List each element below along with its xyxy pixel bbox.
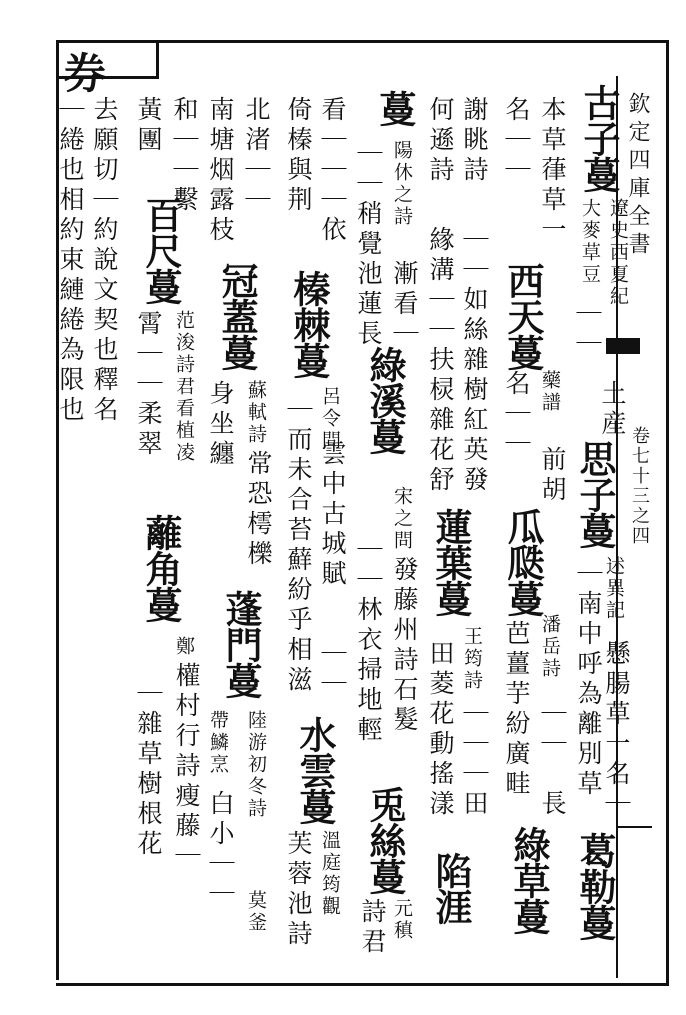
header-cell	[60, 46, 110, 96]
text-column: 呂令問	[319, 386, 341, 452]
entry-heading: 陷涯	[429, 852, 473, 924]
text-column: 陸游初冬詩	[245, 710, 267, 820]
text-column: 蘇軾詩	[245, 380, 267, 446]
text-column: 芭薑芋紛廣畦	[502, 620, 531, 800]
entry-heading: 綠草蔓	[507, 826, 551, 934]
text-column: 名｜｜	[502, 96, 531, 186]
entry-heading: 蓬門蔓	[219, 590, 263, 698]
text-column: 溫庭筠觀	[319, 830, 341, 918]
text-column: 看｜｜｜依	[318, 96, 347, 246]
entry-heading: 水雲蔓	[293, 716, 337, 824]
entry-heading: 瓜瓞蔓	[501, 508, 545, 616]
text-column: ｜｜稍覺池蓮長	[354, 140, 383, 350]
text-column: 北渚｜｜	[242, 96, 271, 216]
text-column: 霄｜｜柔翠	[134, 310, 163, 460]
entry-heading: 葛勒蔓	[573, 832, 617, 940]
text-column: 權村行詩瘦藤｜	[172, 662, 201, 872]
text-column: 名｜｜	[502, 370, 531, 460]
text-column: ｜｜	[573, 300, 602, 360]
entry-heading: 百尺蔓	[139, 196, 183, 304]
entry-heading: 古子蔓	[577, 84, 621, 192]
header-character: 券	[63, 49, 106, 98]
text-column: 土産	[598, 380, 627, 440]
text-column: 詩君	[358, 898, 387, 958]
text-column: 長	[538, 790, 567, 820]
text-column: 常恐樗櫟	[244, 450, 273, 570]
text-column: 雲中古城賦	[318, 440, 347, 590]
text-column: ｜｜｜田	[460, 700, 489, 820]
entry-heading: 冠蓋蔓	[215, 262, 259, 370]
text-column: 莫釜	[245, 890, 267, 934]
entry-heading: 綠溪蔓	[363, 346, 407, 454]
text-column: ｜｜	[318, 640, 347, 700]
text-column: 王筠詩	[461, 626, 483, 692]
text-column: 倚榛與荆	[284, 96, 313, 216]
text-column: ｜｜	[538, 700, 567, 760]
entry-heading: 思子蔓	[573, 440, 617, 548]
fishtail-mark	[606, 338, 640, 354]
margin-rule	[616, 826, 652, 828]
text-column: 范浚詩君看植凌	[173, 310, 195, 464]
text-column: 藥譜	[539, 370, 561, 414]
margin-book-title: 欽定四庫全書	[625, 92, 650, 260]
text-column: 陽休之詩	[391, 140, 413, 228]
text-column: 芙蓉池詩	[284, 830, 313, 950]
text-column: ｜而未合苔蘚紛乎相滋	[284, 396, 313, 696]
text-column: 前胡	[538, 446, 567, 506]
entry-heading: 蓮葉蔓	[429, 508, 473, 616]
text-column: 遼史西夏紀	[607, 198, 629, 308]
text-column: 漸看｜	[390, 260, 419, 350]
text-column: 去願切｜約說文契也釋名	[90, 96, 119, 426]
entry-heading: 兎絲蔓	[363, 786, 407, 894]
text-column: 述異記	[603, 556, 625, 622]
text-column: 本草葎草一	[538, 96, 567, 246]
text-column: ｜｜如絲雜樹紅英發	[460, 226, 489, 496]
text-column: 謝眺詩	[460, 96, 489, 186]
text-column: 身坐纏	[206, 380, 235, 470]
entry-heading: 蔓	[373, 90, 417, 126]
text-column: 鄭	[173, 636, 195, 658]
text-column: 元稹	[391, 898, 413, 942]
text-column: 何遜詩	[426, 96, 455, 186]
text-column: 田菱花動搖漾	[426, 640, 455, 820]
entry-heading: 西天蔓	[501, 262, 545, 370]
entry-heading: 榛棘蔓	[287, 270, 331, 378]
text-column: 潘岳詩	[539, 614, 561, 680]
text-column: ｜綣也相約束縺綣為限也	[56, 96, 85, 426]
text-column: 大麥草豆	[579, 198, 601, 286]
text-column: 帶鱗烹	[207, 710, 229, 776]
text-column: 發藤州詩石髮	[390, 556, 419, 736]
text-column: ｜｜林衣掃地輕	[354, 536, 383, 746]
entry-heading: 蘺角蔓	[139, 514, 183, 622]
text-column: ｜雜草樹根花	[134, 680, 163, 860]
text-column: ｜南中呼為離別草	[574, 560, 603, 800]
text-column: 白小｜｜	[206, 790, 235, 910]
text-column: 南塘烟露枝	[206, 96, 235, 246]
text-column: 和｜｜繫	[170, 96, 199, 216]
text-column: 黃團	[134, 96, 163, 156]
text-column: 宋之問	[391, 486, 413, 552]
text-column: 緣溝｜｜扶棂雜花舒	[426, 226, 455, 496]
text-column: 懸腸草一名｜	[602, 640, 631, 820]
margin-volume-label: 卷七十三之四	[629, 426, 650, 546]
